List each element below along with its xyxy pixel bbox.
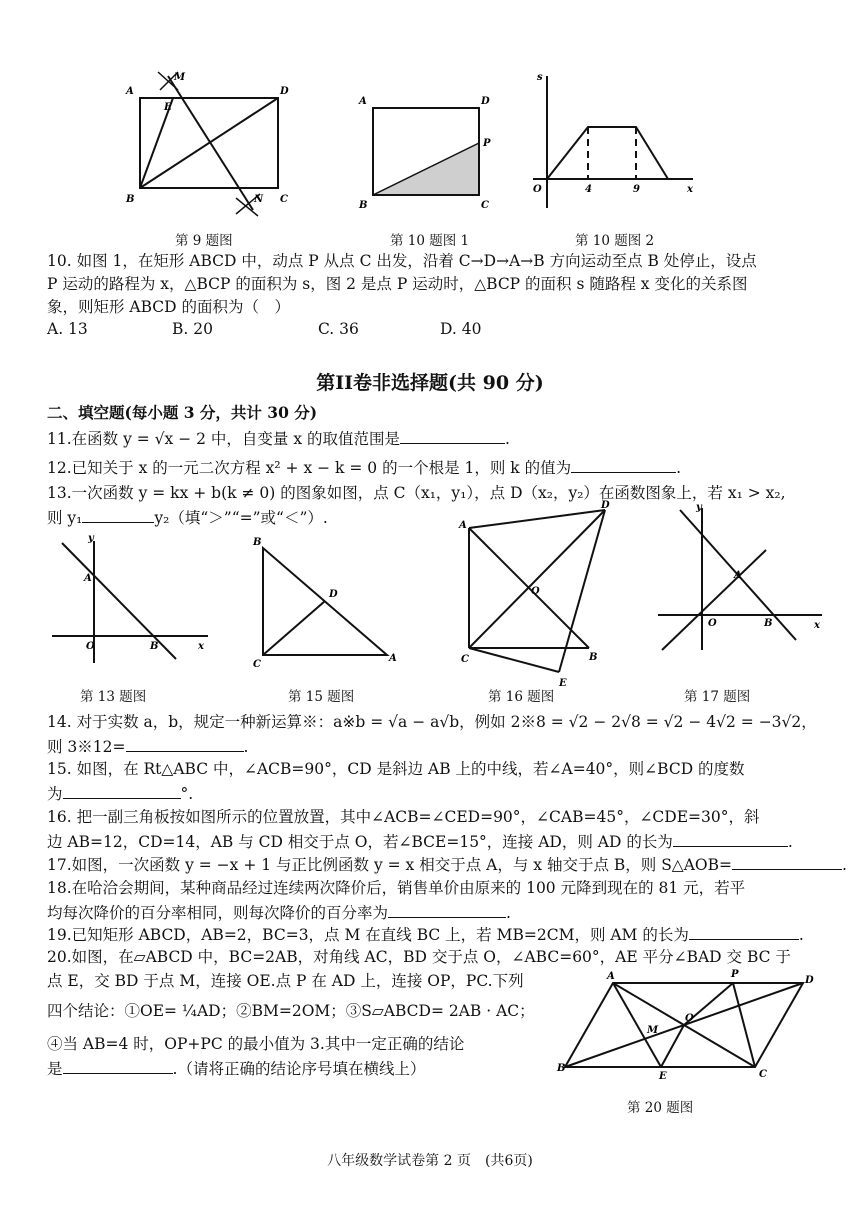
q18-line-1: 18.在哈洽会期间，某种商品经过连续两次降价后，销售单价由原来的 100 元降到现在的 81 元，若平 — [47, 879, 746, 897]
q16-line-2 — [47, 830, 793, 853]
figure-10-2-graph — [525, 68, 700, 213]
part2-title: 第II卷非选择题(共 90 分) — [316, 372, 544, 394]
figure-10-1-caption: 第 10 题图 1 — [390, 233, 470, 249]
figure-13 — [48, 533, 213, 668]
q20-line-3: 四个结论：①OE= ¼AD；②BM=2OM；③S▱ABCD= 2AB · AC； — [47, 1002, 535, 1020]
fig9-label-a: A — [126, 86, 134, 97]
q13-answer-blank[interactable] — [82, 506, 154, 523]
q18-line-2 — [47, 901, 511, 924]
fig10b-label-x: x — [687, 184, 693, 195]
figure-17 — [652, 500, 827, 660]
page-footer: 八年级数学试卷第 2 页 (共6页) — [327, 1153, 533, 1169]
figure-20-diagram — [555, 965, 820, 1085]
figure-20 — [555, 965, 820, 1085]
fig9-label-m: M — [174, 72, 186, 83]
q12-text: 12.已知关于 x 的一元二次方程 x² + x − k = 0 的一个根是 1，则 k 的值为 — [47, 459, 572, 477]
q15-answer-blank[interactable] — [63, 782, 181, 799]
q13-line-2 — [47, 506, 328, 529]
q13-line-1: 13.一次函数 y = kx + b(k ≠ 0) 的图象如图，点 C（x₁，y₁），点 D（x₂，y₂）在函数图象上，若 x₁ > x₂, — [47, 484, 786, 502]
fig10b-label-o: O — [533, 184, 542, 195]
figure-17-caption: 第 17 题图 — [684, 689, 751, 705]
q20-end: .（请将正确的结论序号填在横线上） — [172, 1060, 426, 1078]
q11 — [47, 427, 510, 450]
q18-end: . — [506, 904, 511, 922]
fig13-label-o: O — [86, 641, 95, 652]
fig20-label-d: D — [805, 975, 814, 986]
q20-line-2: 点 E，交 BD 于点 M，连接 OE.点 P 在 AD 上，连接 OP，PC.下列 — [47, 972, 524, 990]
fig20-label-b: B — [557, 1063, 566, 1074]
q14-text: 则 3※12= — [47, 738, 126, 756]
fig17-label-o: O — [708, 618, 717, 629]
q10-line-2: P 运动的路程为 x，△BCP 的面积为 s，图 2 是点 P 运动时，△BCP 的面积 s 随路程 x 变化的关系图 — [47, 275, 748, 293]
q14-line-2 — [47, 735, 248, 758]
fig15-label-a: A — [389, 653, 397, 664]
q11-end: . — [505, 430, 510, 448]
figure-9-caption: 第 9 题图 — [175, 233, 233, 249]
q20-line-5 — [47, 1057, 425, 1080]
fig15-label-d: D — [329, 589, 338, 600]
fig15-label-c: C — [253, 659, 261, 668]
q17-text: 17.如图，一次函数 y = −x + 1 与正比例函数 y = x 相交于点 A，与 x 轴交于点 B，则 S△AOB= — [47, 856, 733, 874]
q12-answer-blank[interactable] — [571, 456, 676, 473]
q10-option-d: D. 40 — [440, 320, 482, 338]
fig15-label-b: B — [253, 537, 262, 548]
q10-line-3: 象，则矩形 ABCD 的面积为（ ） — [47, 298, 291, 316]
q11-text: 11.在函数 y = √x − 2 中，自变量 x 的取值范围是 — [47, 430, 401, 448]
fig13-label-a: A — [84, 573, 92, 584]
q17-answer-blank[interactable] — [732, 853, 842, 870]
fig20-label-c: C — [759, 1069, 767, 1080]
q20-line-1: 20.如图，在▱ABCD 中，BC=2AB，对角线 AC，BD 交于点 O，∠ABC=60°，AE 平分∠BAD 交 BC 于 — [47, 948, 791, 966]
fig16-label-e: E — [559, 678, 567, 689]
q19-answer-blank[interactable] — [689, 923, 799, 940]
fig20-label-m: M — [647, 1025, 659, 1036]
fig20-label-e: E — [659, 1071, 667, 1082]
q10-option-b: B. 20 — [172, 320, 213, 338]
q15-end: °. — [180, 785, 194, 803]
q16-end: . — [787, 833, 793, 851]
fig9-label-e: E — [164, 102, 172, 113]
figure-13-caption: 第 13 题图 — [80, 689, 147, 705]
figure-13-graph — [48, 533, 213, 668]
fig16-label-b: B — [589, 652, 598, 663]
fig16-label-o: O — [531, 586, 540, 597]
fig10a-label-b: B — [359, 200, 368, 211]
section-2-heading: 二、填空题(每小题 3 分，共计 30 分) — [47, 403, 318, 422]
figure-9 — [118, 68, 298, 218]
fig10a-label-p: P — [483, 138, 491, 149]
fig13-label-x: x — [198, 641, 204, 652]
q20-answer-blank[interactable] — [63, 1057, 173, 1074]
q12-end: . — [676, 459, 682, 477]
q15-text: 为 — [47, 785, 63, 803]
q20-line-4: ④当 AB=4 时，OP+PC 的最小值为 3.其中一定正确的结论 — [47, 1035, 465, 1053]
q10-option-a: A. 13 — [47, 320, 88, 338]
figure-9-diagram — [118, 68, 298, 218]
fig17-label-a: A — [734, 570, 742, 581]
fig9-label-b: B — [126, 194, 135, 205]
fig20-label-o: O — [685, 1013, 694, 1024]
q19 — [47, 923, 804, 946]
fig16-label-d: D — [601, 500, 610, 511]
fig10b-label-9: 9 — [633, 184, 640, 195]
q17-end: . — [842, 856, 847, 874]
figure-16-caption: 第 16 题图 — [488, 689, 555, 705]
q15-line-1: 15. 如图，在 Rt△ABC 中，∠ACB=90°，CD 是斜边 AB 上的中线，若∠A=40°，则∠BCD 的度数 — [47, 760, 745, 778]
q20-text: 是 — [47, 1060, 63, 1078]
q16-line-1: 16. 把一副三角板按如图所示的位置放置，其中∠ACB=∠CED=90°，∠CAB=45°，∠CDE=30°，斜 — [47, 808, 760, 826]
q14-line-1: 14. 对于实数 a，b，规定一种新运算※：a※b = √a − a√b，例如 2※8 = √2 − 2√8 = √2 − 4√2 = −3√2， — [47, 713, 817, 731]
fig16-label-a: A — [459, 520, 467, 531]
fig17-label-b: B — [764, 618, 773, 629]
fig13-label-b: B — [150, 641, 159, 652]
q14-answer-blank[interactable] — [126, 735, 244, 752]
q13-text: 则 y₁ — [47, 509, 83, 527]
q17 — [47, 853, 847, 876]
fig9-label-n: N — [254, 194, 264, 205]
q10-line-1: 10. 如图 1，在矩形 ABCD 中，动点 P 从点 C 出发，沿着 C→D→A→B 方向运动至点 B 处停止，设点 — [47, 252, 757, 270]
figure-10-2-caption: 第 10 题图 2 — [575, 233, 655, 249]
fig20-label-a: A — [607, 971, 615, 982]
figure-17-graph — [652, 500, 827, 660]
fig10a-label-d: D — [481, 96, 490, 107]
fig16-label-c: C — [461, 654, 469, 665]
fig10b-label-4: 4 — [585, 184, 592, 195]
fig9-label-d: D — [280, 86, 289, 97]
q19-text: 19.已知矩形 ABCD，AB=2，BC=3，点 M 在直线 BC 上，若 MB=2CM，则 AM 的长为 — [47, 926, 689, 944]
fig17-label-y: y — [696, 502, 702, 513]
q16-answer-blank[interactable] — [673, 830, 788, 847]
figure-15-diagram — [245, 533, 405, 668]
figure-16 — [455, 500, 620, 690]
q15-line-2 — [47, 782, 193, 805]
figure-20-caption: 第 20 题图 — [627, 1100, 694, 1116]
fig9-label-c: C — [280, 194, 288, 205]
q12 — [47, 456, 681, 479]
figure-16-diagram — [455, 500, 620, 690]
figure-10-1-diagram — [355, 88, 505, 213]
q13-end: y₂（填“＞”“=”或“＜”）. — [154, 509, 328, 527]
q16-text: 边 AB=12，CD=14，AB 与 CD 相交于点 O，若∠BCE=15°，连接 AD，则 AD 的长为 — [47, 833, 673, 851]
figure-10-1 — [355, 88, 505, 213]
q19-end: . — [798, 926, 804, 944]
figure-15-caption: 第 15 题图 — [288, 689, 355, 705]
figure-10-2 — [525, 68, 700, 213]
figure-15 — [245, 533, 405, 668]
fig10a-label-c: C — [481, 200, 489, 211]
fig17-label-x: x — [814, 620, 820, 631]
fig20-label-p: P — [731, 969, 739, 980]
q10-option-c: C. 36 — [318, 320, 359, 338]
fig10a-label-a: A — [359, 96, 367, 107]
q18-answer-blank[interactable] — [388, 901, 506, 918]
fig13-label-y: y — [88, 533, 94, 544]
q14-end: . — [243, 738, 249, 756]
fig10b-label-s: s — [537, 72, 543, 83]
q11-answer-blank[interactable] — [400, 427, 505, 444]
q18-text: 均每次降价的百分率相同，则每次降价的百分率为 — [47, 904, 389, 922]
